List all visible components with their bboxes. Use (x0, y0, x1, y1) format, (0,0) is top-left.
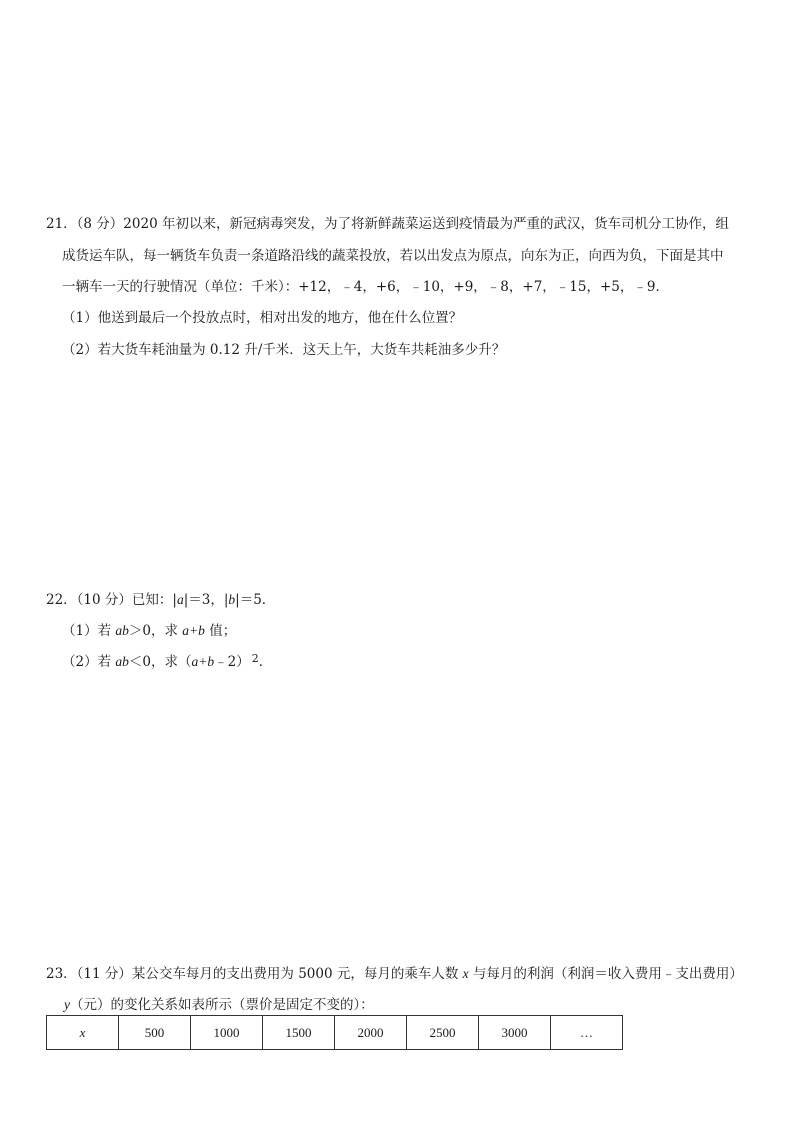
expr-a-plus-b: a+b (191, 654, 215, 669)
q23-line1-suffix: 与每月的利润（利润＝收入费用﹣支出费用） (468, 966, 743, 982)
q23-line2-suffix: （元）的变化关系如表所示（票价是固定不变的）： (70, 997, 374, 1013)
table-cell-ellipsis: … (551, 1016, 623, 1050)
q22-subquestion-1 (62, 619, 236, 639)
var-a: a (176, 592, 184, 607)
q22-sub2-prefix: （2）若 (62, 654, 116, 670)
q23-stem-line-2 (64, 993, 374, 1013)
q23-stem-line-1 (46, 962, 743, 982)
q21-subquestion-1: （1）他送到最后一个投放点时，相对出发的地方，他在什么位置？ (62, 310, 463, 326)
q22-sub1-mid: ＞0，求 (128, 623, 183, 639)
q22-stem-prefix: 22．（10 分）已知：| (46, 592, 177, 608)
q22-sub2-mid: ＜0，求（ (128, 654, 192, 670)
table-cell: 2500 (407, 1016, 479, 1050)
var-ab: ab (115, 654, 129, 669)
q21-stem-line-3: 一辆车一天的行驶情况（单位：千米）：+12，﹣4，+6，﹣10，+9，﹣8，+7，﹣15，+5，﹣9． (62, 279, 669, 295)
var-x: x (462, 966, 469, 981)
q23-line1-prefix: 23．（11 分）某公交车每月的支出费用为 5000 元，每月的乘车人数 (46, 966, 463, 982)
q22-sub1-suffix: 值； (204, 623, 237, 639)
expr-a-plus-b: a+b (182, 623, 205, 638)
exponent: 2 (251, 652, 259, 665)
var-y: y (64, 997, 70, 1012)
var-ab: ab (115, 623, 129, 638)
q22-sub2-tail: ﹣2） (214, 654, 250, 670)
table-cell: 2000 (335, 1016, 407, 1050)
table-cell: 3000 (479, 1016, 551, 1050)
table-header-cell-x: x (47, 1016, 119, 1050)
q22-subquestion-2 (62, 650, 272, 670)
q22-stem (46, 588, 275, 608)
var-b: b (228, 592, 236, 607)
q22-sub2-end: ． (258, 654, 273, 670)
q21-stem-line-2: 成货运车队，每一辆货车负责一条道路沿线的蔬菜投放，若以出发点为原点，向东为正，向西为负，下面是其中 (62, 248, 724, 264)
table-cell: 1500 (263, 1016, 335, 1050)
table-row (47, 1016, 623, 1050)
table-cell: 500 (119, 1016, 191, 1050)
q21-stem-line-1: 21．（8 分）2020 年初以来，新冠病毒突发，为了将新鲜蔬菜运送到疫情最为严重的武汉，货车司机分工协作，组 (46, 216, 729, 232)
q22-stem-suffix: |＝5． (235, 592, 276, 608)
q22-stem-mid: |＝3，| (183, 592, 229, 608)
table-cell: 1000 (191, 1016, 263, 1050)
q22-sub1-prefix: （1）若 (62, 623, 116, 639)
q21-subquestion-2: （2）若大货车耗油量为 0.12 升/千米．这天上午，大货车共耗油多少升？ (62, 342, 506, 358)
q23-data-table (46, 1015, 623, 1050)
